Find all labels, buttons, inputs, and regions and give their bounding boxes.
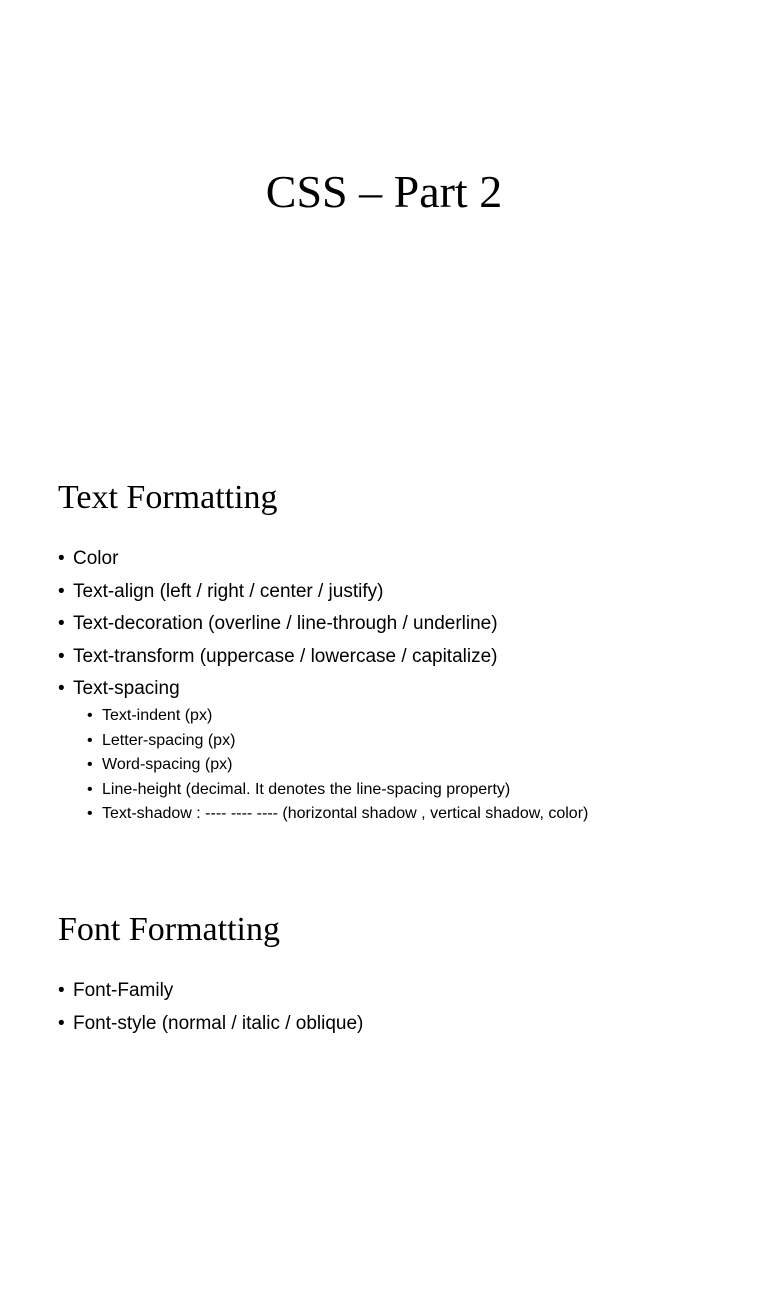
bullet-list: [58, 980, 363, 1045]
bullet-icon: •: [87, 805, 93, 822]
bullet-icon: •: [58, 645, 65, 667]
bullet-text: Font-style (normal / italic / oblique): [73, 1012, 364, 1034]
bullet-item: [58, 980, 363, 1002]
sub-bullet-text: Text-shadow : ---- ---- ---- (horizontal shadow , vertical shadow, color): [102, 805, 589, 822]
sub-bullet-list: [87, 706, 588, 823]
bullet-item: [58, 581, 588, 603]
bullet-icon: •: [58, 678, 65, 699]
sub-bullet-text: Line-height (decimal. It denotes the line-spacing property): [102, 780, 511, 798]
slide-heading: Font Formatting: [58, 911, 280, 948]
bullet-icon: •: [58, 548, 65, 569]
bullet-item: [58, 646, 588, 668]
bullet-icon: •: [58, 580, 65, 602]
sub-bullet-item: [87, 755, 588, 774]
font-formatting-slide: [0, 864, 768, 1296]
bullet-icon: •: [87, 780, 93, 798]
bullet-text: Font-Family: [73, 980, 174, 1001]
bullet-item: [58, 613, 588, 635]
text-formatting-slide: [0, 432, 768, 864]
bullet-icon: •: [58, 1012, 65, 1034]
slide-title: CSS – Part 2: [265, 166, 503, 217]
bullet-text: Color: [73, 548, 119, 569]
sub-bullet-item: [87, 780, 588, 799]
bullet-item: [58, 548, 588, 570]
sub-bullet-item: [87, 804, 588, 823]
bullet-list: [58, 548, 588, 834]
slide-heading: Text Formatting: [58, 479, 278, 516]
bullet-item: [58, 678, 588, 823]
sub-bullet-item: [87, 731, 588, 750]
bullet-text: Text-decoration (overline / line-through / underline): [73, 613, 498, 634]
bullet-icon: •: [58, 613, 65, 634]
bullet-text: Text-spacing: [73, 678, 180, 699]
bullet-icon: •: [58, 980, 65, 1001]
bullet-icon: •: [87, 731, 93, 749]
bullet-icon: •: [87, 707, 93, 724]
sub-bullet-text: Letter-spacing (px): [102, 731, 236, 749]
bullet-icon: •: [87, 756, 93, 773]
sub-bullet-item: [87, 706, 588, 725]
bullet-text: Text-transform (uppercase / lowercase / capitalize): [73, 645, 498, 667]
title-slide: [0, 0, 768, 432]
bullet-text: Text-align (left / right / center / justify): [73, 580, 384, 602]
sub-bullet-text: Word-spacing (px): [102, 756, 233, 773]
sub-bullet-text: Text-indent (px): [102, 707, 213, 724]
